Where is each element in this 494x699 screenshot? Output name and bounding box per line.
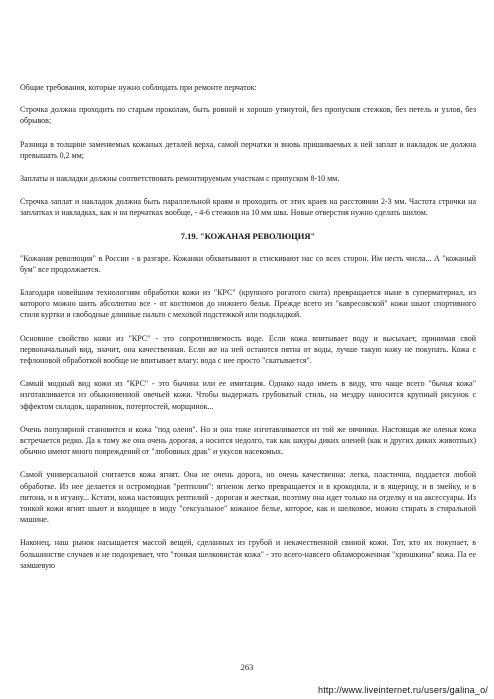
paragraph-lamb-leather: Самой универсальной считается кожа ягнят. Она не очень дорога, но очень качественна: легка, пластична, поддается любой обработке. Из нее делается и остромодная "рептилия": ягненок легко превращается и в крокодила, и в ящерицу, и в змейку, и в питона, и в игуану... Кстати, кожа настоящих рептилий - дорогая и жесткая, поэтому она идет только на отделку и на аксессуары. Из тонкой кожи ягнят шьют и входящее в моду "сексуальное" кожаное белье, которое, как и шелковое, можно стирать в стиральной машине. [20, 470, 476, 525]
paragraph-deer-leather: Очень популярной становится и кожа "под оленя". Но и она тоже изготавливается из той же овчинки. Настоящая же оленья кожа встречается редко. Да к тому же она очень дорогая, а носится недолго, так как шкуры диких оленей (как и других диких животных) обычно имеют много повреждений от "любовных драк" и укусов насекомых. [20, 424, 476, 457]
paragraph-requirements-intro: Общие требования, которые нужно соблюдать при ремонте перчаток: [20, 83, 257, 92]
section-heading: 7.19. "КОЖАНАЯ РЕВОЛЮЦИЯ" [180, 230, 316, 241]
page-number: 263 [240, 662, 254, 672]
paragraph-stitch-rule: Строчка должна проходить по старым проколам, быть ровной и хорошо утянутой, без пропусков стежков, без петель и узлов, без обрывов; [20, 105, 476, 126]
paragraph-krs-technology: Благодаря новейшим технологиям обработки кожи из "КРС" (крупного рогатого скота) превращается ныне в суперматериал, из которого можно шить абсолютно все - от костюмов до нижнего белья. Прежде всего из "кавресовской" кожи шьют спортивного стиля куртки и свободные длинные пальто с меховой подстежкой или подкладкой. [20, 288, 476, 320]
paragraph-bull-leather: Самый модный вид кожи из "КРС" - это бычина или ее имитация. Однако надо иметь в виду, что чаще всего "бычья кожа" изготавливается из обыкновенной овечьей кожи. Чтобы выдержать грубоватый стиль, на мездру наносится крупный рисунок с эффектом складок, царапинок, потертостей, морщинок... [20, 379, 476, 411]
paragraph-pig-leather: Наконец, наш рынок насыщается массой вещей, сделанных из грубой и некачественной свиной кожи. Тот, кто их покупает, в большинстве случаев и не подозревает, что "тонкая шелковистая кожа" - это всего-навсего обламороженная "хрюшкина" кожа. Па ее замшевую [20, 538, 476, 570]
paragraph-water-resistance: Основное свойство кожи из "КРС" - это сопротивляемость воде. Если кожа впитывает воду и высыхает, принимая свой первоначальный вид, значит, она качественная. Если же на ней остаются пятна от воды, лучше такую кожу не покупать. Кожа с тефлоновой обработкой вообще не впитывает влагу: вода с нее просто "скатывается". [20, 333, 476, 366]
paragraph-stitch-frequency: Строчка заплат и накладок должна быть параллельной краям и проходить от этих краев на расстоянии 2-3 мм. Частота строчки на заплатках и накладках, как и на перчатках вообще, - 4-6 стежков на 10 мм шва. Новые отверстия нужно сделать шилом. [20, 197, 476, 218]
paragraph-patch-rule: Заплаты и накладки должны соответствовать ремонтируемым участкам с припуском 8-10 мм. [20, 174, 340, 184]
paragraph-leather-revolution: "Кожаная революция" в России - в разгаре. Кожанки обхватывают и стискивают нас со всех сторон. Им несть числа... А "кожаный бум" все продолжается. [20, 253, 476, 274]
page-content [20, 82, 476, 583]
paragraph-thickness-rule: Разница в толщине заменяемых кожаных деталей верха, самой перчатки и вновь пришиваемых к ней заплат и накладок не должна превышать 0,2 мм; [20, 139, 476, 160]
source-url-watermark: http://www.liveinternet.ru/users/galina_o/ [318, 685, 488, 695]
